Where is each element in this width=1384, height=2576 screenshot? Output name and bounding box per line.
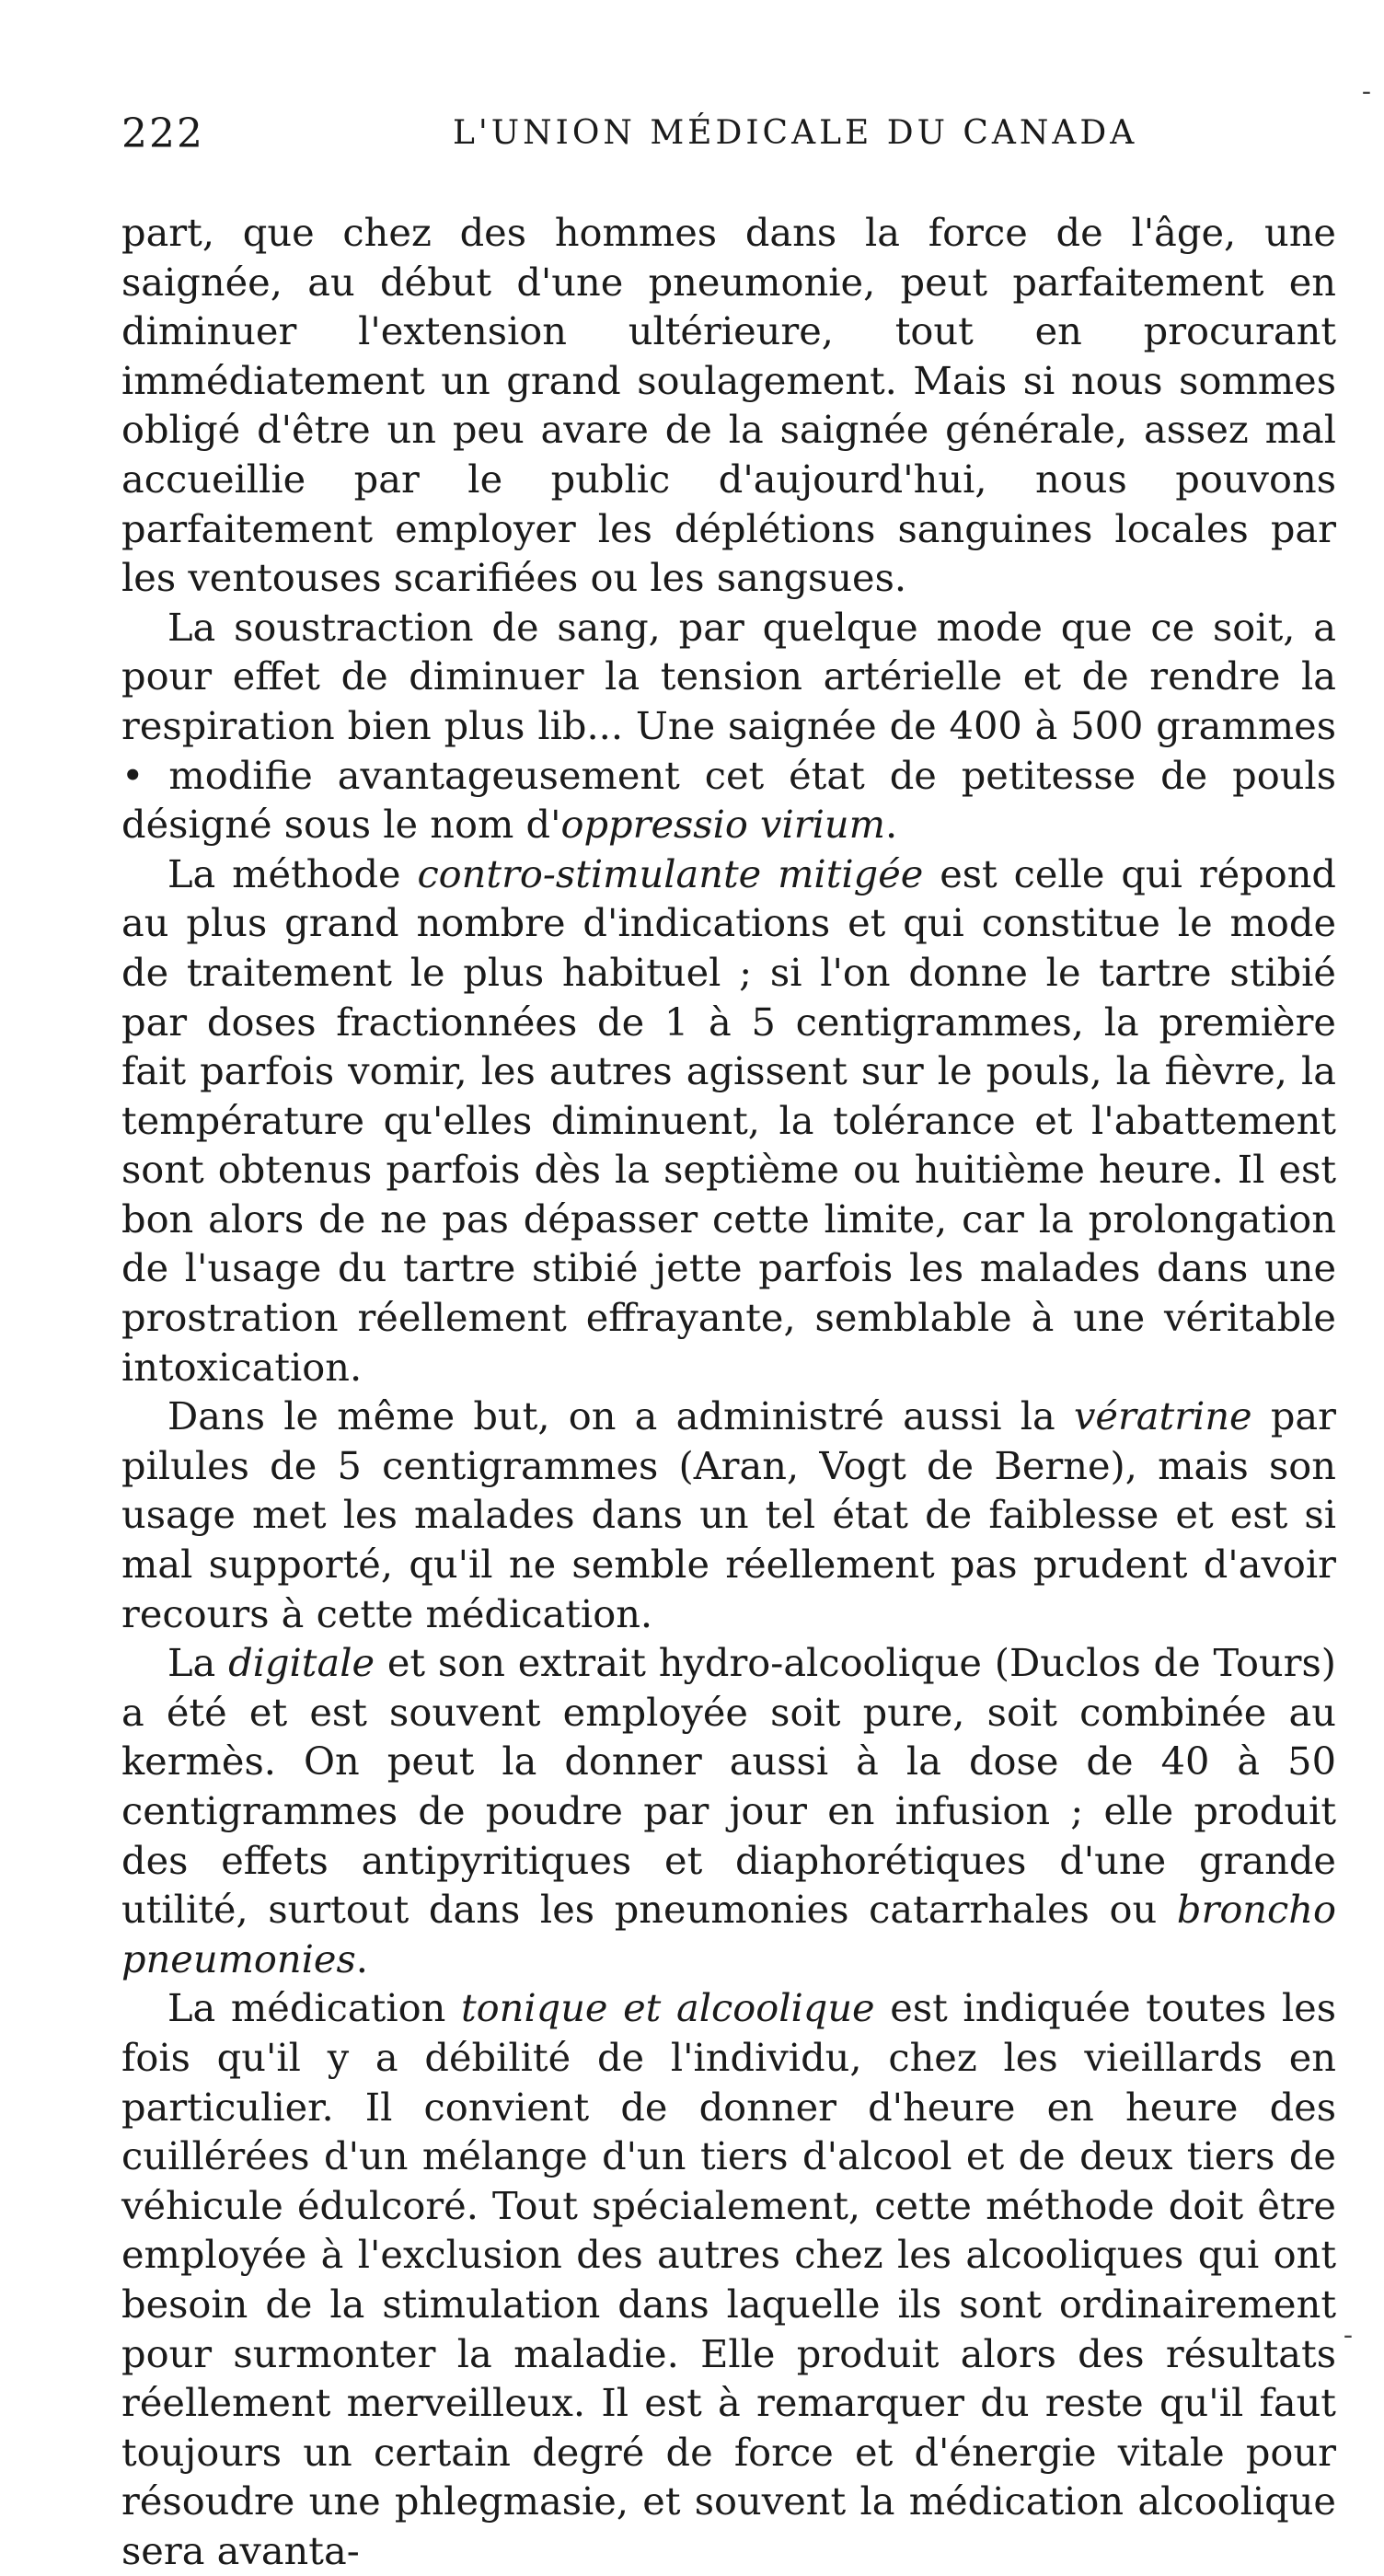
italic-term: broncho pneumonies bbox=[121, 1887, 1336, 1981]
text-run: Dans le même but, on a administré aussi la bbox=[167, 1393, 1074, 1439]
paragraph-2 bbox=[121, 603, 1336, 849]
page-header bbox=[121, 110, 1336, 166]
paragraph-6 bbox=[121, 1983, 1336, 2575]
italic-term: tonique et alcoolique bbox=[460, 1985, 875, 2031]
italic-term: vératrine bbox=[1073, 1393, 1252, 1439]
document-page bbox=[121, 110, 1336, 2576]
margin-mark-bottom: - bbox=[1343, 2319, 1353, 2351]
page-number: 222 bbox=[121, 110, 204, 157]
text-run: est celle qui répond au plus grand nombre d'indications et qui constitue le mode de traitement le plus habituel ; si l'on donne le tartre stibié par doses fractionnées de 1 à 5 centigrammes, la première fait parfois vomir, les autres agissent sur le pouls, la fièvre, la température qu'elles diminuent, la tolérance et l'abattement sont obtenus parfois dès la septième ou huitième heure. Il est bon alors de ne pas dépasser cette limite, car la prolongation de l'usage du tartre stibié jette parfois les malades dans une prostration réellement effrayante, semblable à une véritable intoxication. bbox=[121, 850, 1336, 1390]
paragraph-1 bbox=[121, 208, 1336, 603]
text-run: La soustraction de sang, par quelque mode que ce soit, a pour effet de diminuer la tension artérielle et de rendre la respiration bien plus lib... Une saignée de 400 à 500 grammes • modifie avantageusement cet état de petitesse de pouls désigné sous le nom d' bbox=[121, 604, 1336, 848]
body-text bbox=[121, 208, 1336, 2576]
text-run: et son extrait hydro-alcoolique (Duclos de Tours) a été et est souvent employée soit pure, soit combinée au kermès. On peut la donner aussi à la dose de 40 à 50 centigrammes de poudre par jour en infusion ; elle produit des effets antipyritiques et diaphorétiques d'une grande utilité, surtout dans les pneumonies catarrhales ou bbox=[121, 1640, 1336, 1933]
text-run: est indiquée toutes les fois qu'il y a débilité de l'individu, chez les vieillards en particulier. Il convient de donner d'heure en heure des cuillérées d'un mélange d'un tiers d'alcool et de deux tiers de véhicule édulcoré. Tout spécialement, cette méthode doit être employée à l'exclusion des autres chez les alcooliques qui ont besoin de la stimulation dans laquelle ils sont ordinairement pour surmonter la maladie. Elle produit alors des résultats réellement merveilleux. Il est à remarquer du reste qu'il faut toujours un certain degré de force et d'énergie vitale pour résoudre une phlegmasie, et souvent la médication alcoolique sera avanta- bbox=[121, 1985, 1336, 2573]
text-run: La méthode bbox=[167, 850, 418, 896]
text-run: part, que chez des hommes dans la force de l'âge, une saignée, au début d'une pneumonie, peut parfaitement en diminuer l'extension ultérieure, tout en procurant immédiatement un grand soulagement. Mais si nous sommes obligé d'être un peu avare de la saignée générale, assez mal accueillie par le public d'aujourd'hui, nous pouvons parfaitement employer les déplétions sanguines locales par les ventouses scarifiées ou les sangsues. bbox=[121, 210, 1336, 601]
text-run: La médication bbox=[167, 1985, 461, 2031]
paragraph-4 bbox=[121, 1392, 1336, 1638]
running-title: L'UNION MÉDICALE DU CANADA bbox=[453, 114, 1138, 152]
italic-term: digitale bbox=[228, 1640, 375, 1686]
margin-mark-top: - bbox=[1361, 75, 1371, 108]
text-run: . bbox=[355, 1935, 368, 1981]
text-run: La bbox=[167, 1640, 229, 1686]
italic-term: contro-stimulante mitigée bbox=[417, 850, 924, 896]
paragraph-5 bbox=[121, 1638, 1336, 1983]
italic-term: oppressio virium bbox=[560, 802, 885, 848]
paragraph-3 bbox=[121, 849, 1336, 1392]
text-run: . bbox=[884, 802, 898, 848]
text-run: par pilules de 5 centigrammes (Aran, Vogt de Berne), mais son usage met les malades dans un tel état de faiblesse et est si mal supporté, qu'il ne semble réellement pas prudent d'avoir recours à cette médication. bbox=[121, 1393, 1336, 1636]
